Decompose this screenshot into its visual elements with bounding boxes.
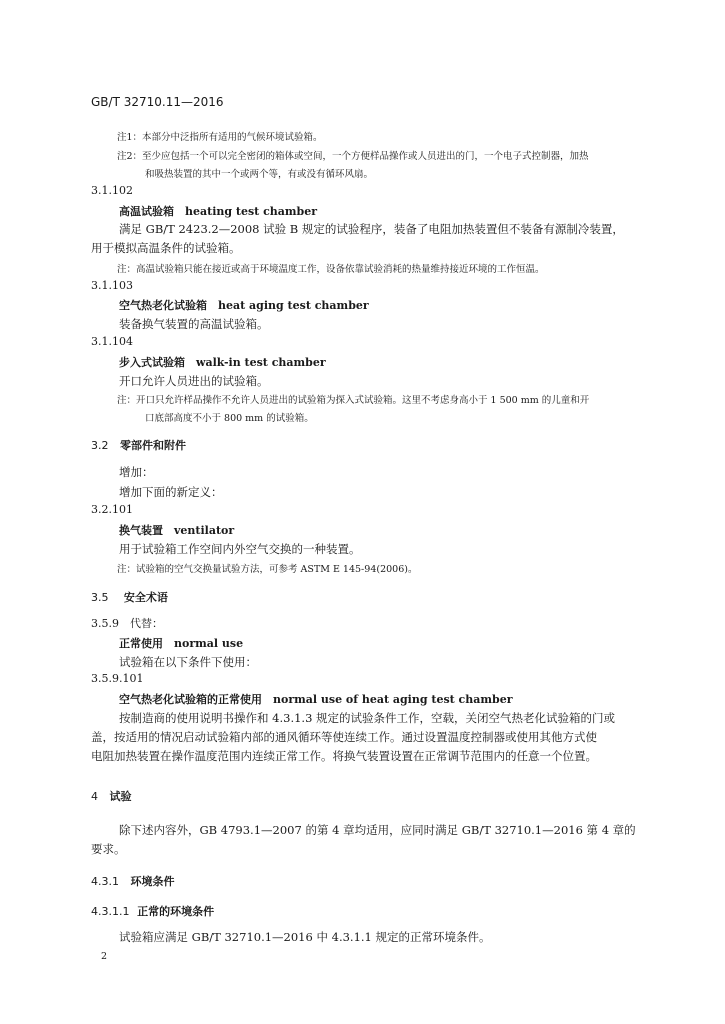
clause-heading-3-5-9: 3.5.9 代替： [91,617,163,630]
clause-number: 3.1.104 [91,335,133,348]
section-title: 零部件和附件 [120,439,186,452]
clause-note-line-1: 注：开口只允许样品操作不允许人员进出的试验箱为探入式试验箱。这里不考虑身高小于 1 500 mm 的儿童和开 [117,395,590,406]
body-paragraph-line: 要求。 [91,842,126,856]
section-number: 3.5 [91,591,109,604]
section-title: 试验 [109,790,132,803]
section-title: 环境条件 [130,875,175,888]
clause-note-line-2: 口底部高度不小于 800 mm 的试验箱。 [145,413,314,424]
clause-note: 注：试验箱的空气交换量试验方法，可参考 ASTM E 145-94(2006)。 [117,564,418,575]
section-title: 正常的环境条件 [137,905,215,918]
definition-line: 开口允许人员进出的试验箱。 [119,374,269,388]
clause-note: 注：高温试验箱只能在接近或高于环境温度工作，设备依靠试验消耗的热量维持接近环境的工作恒温。 [117,264,545,275]
definition-line: 用于试验箱工作空间内外空气交换的一种装置。 [119,542,361,556]
added-description: 增加下面的新定义： [119,485,223,499]
definition-line: 盖，按适用的情况启动试验箱内部的通风循环等使连续工作。通过设置温度控制器或使用其他方式使 [91,730,597,744]
body-paragraph-line: 除下述内容外，GB 4793.1—2007 的第 4 章均适用，应同时满足 GB/T 32710.1—2016 第 4 章的 [119,823,636,837]
clause-number: 3.1.103 [91,279,133,292]
term-ventilator: 换气装置 ventilator [119,524,235,537]
section-heading-4-3-1 [91,873,175,889]
definition-line: 试验箱在以下条件下使用： [119,655,257,669]
definition-line: 满足 GB/T 2423.2—2008 试验 B 规定的试验程序，装备了电阻加热装置但不装备有源制冷装置， [119,222,624,236]
note-2-line-2: 和吸热装置的其中一个或两个等，有或没有循环风扇。 [145,169,374,180]
section-number: 4 [91,790,98,803]
term-heating-test-chamber: 高温试验箱 heating test chamber [119,205,318,218]
clause-number: 3.1.102 [91,184,133,197]
clause-number: 3.2.101 [91,503,133,516]
term-walk-in-test-chamber: 步入式试验箱 walk-in test chamber [119,356,326,369]
section-heading-3-5 [91,589,168,605]
definition-line: 装备换气装置的高温试验箱。 [119,317,269,331]
standard-header: GB/T 32710.11—2016 [91,95,224,109]
section-heading-3-2 [91,437,186,453]
definition-line: 按制造商的使用说明书操作和 4.3.1.3 规定的试验条件工作，空载，关闭空气热老化试验箱的门或 [119,711,616,725]
body-paragraph-line: 试验箱应满足 GB/T 32710.1—2016 中 4.3.1.1 规定的正常环境条件。 [119,930,491,944]
note-1: 注1：本部分中泛指所有适用的气候环境试验箱。 [117,132,323,143]
clause-number: 3.5.9.101 [91,672,144,685]
note-2-line-1: 注2：至少应包括一个可以完全密闭的箱体或空间，一个方便样品操作或人员进出的门，一个电子式控制器，加热 [117,151,589,162]
term-normal-use-heat-aging: 空气热老化试验箱的正常使用 normal use of heat aging test chamber [119,693,513,706]
definition-line: 电阻加热装置在操作温度范围内连续正常工作。将换气装置设置在正常调节范围内的任意一个位置。 [91,749,597,763]
added-label: 增加： [119,465,154,479]
term-heat-aging-test-chamber: 空气热老化试验箱 heat aging test chamber [119,299,369,312]
definition-line: 用于模拟高温条件的试验箱。 [91,241,241,255]
section-title: 安全术语 [123,591,168,604]
section-heading-4 [91,788,132,804]
section-number: 4.3.1 [91,875,119,888]
term-normal-use: 正常使用 normal use [119,637,244,650]
section-number: 4.3.1.1 [91,905,130,918]
section-number: 3.2 [91,439,109,452]
section-heading-4-3-1-1 [91,903,214,919]
page-number: 2 [101,951,108,962]
